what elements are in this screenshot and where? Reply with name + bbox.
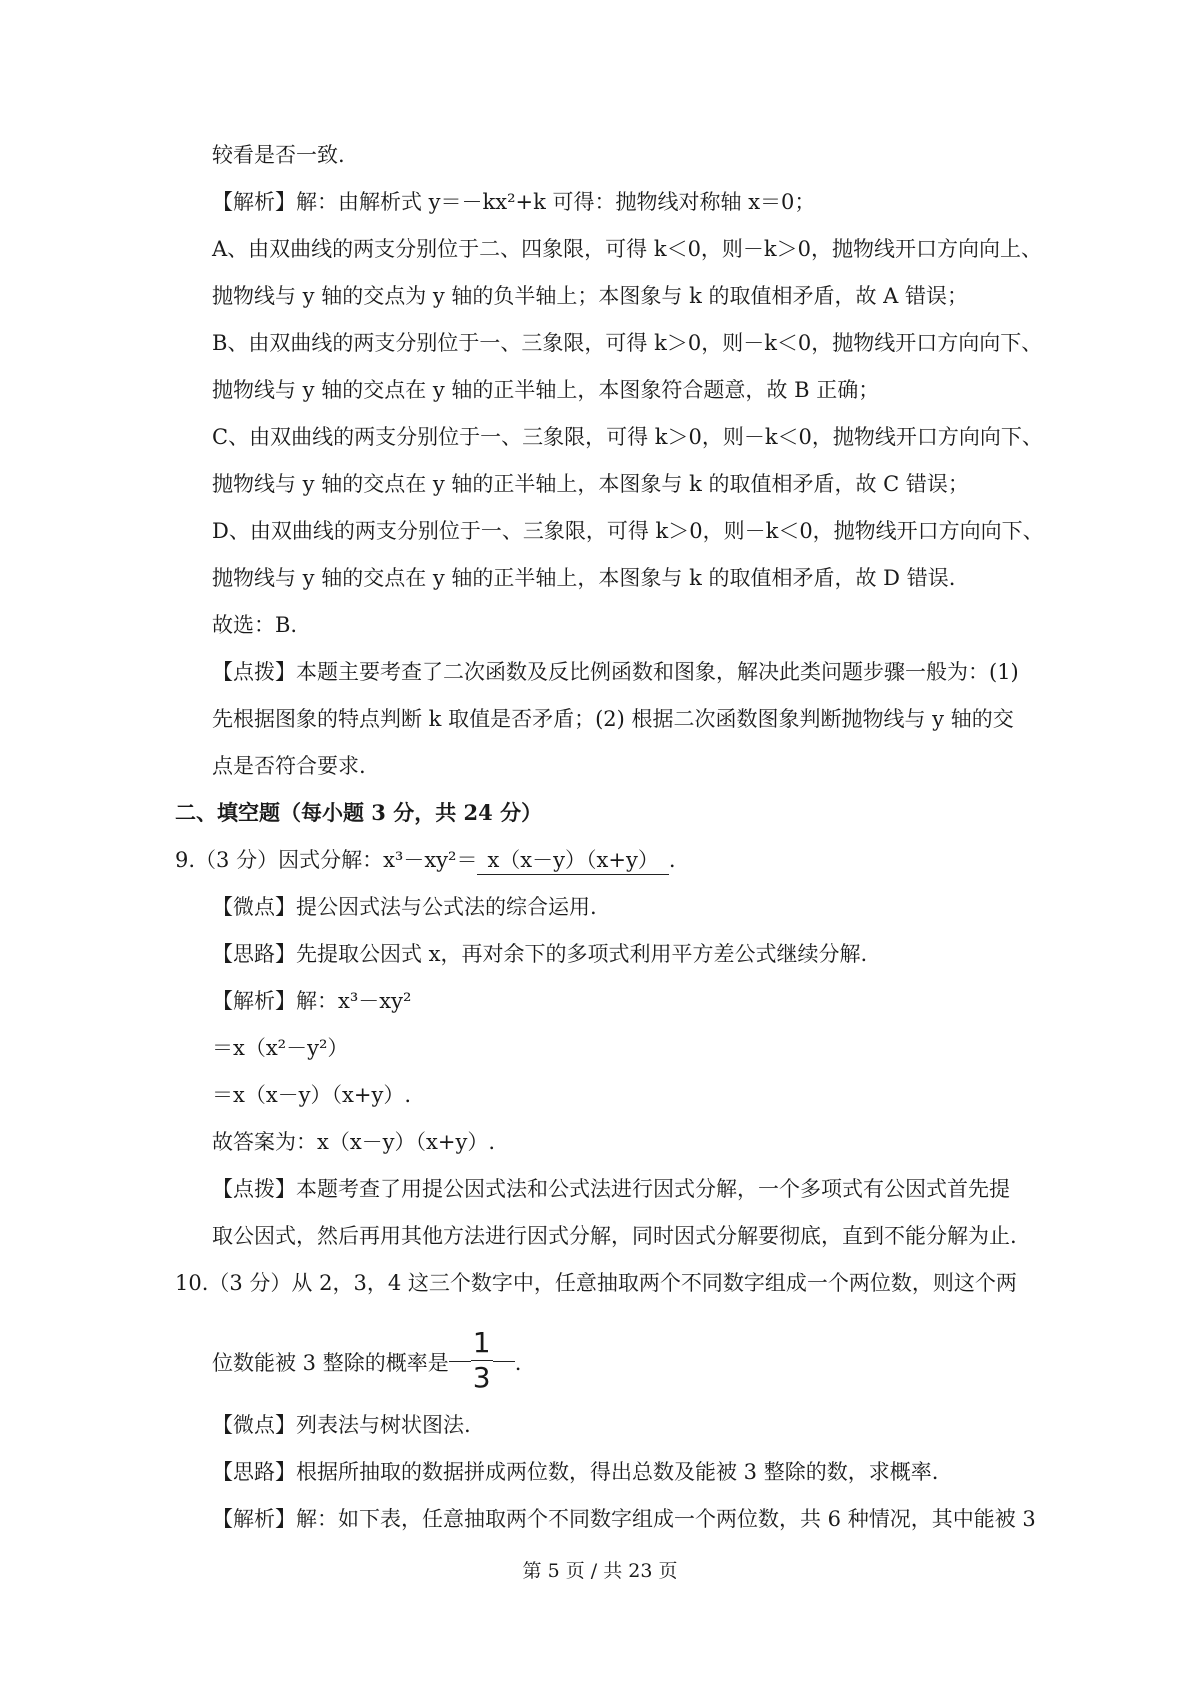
text-line: 【思路】根据所抽取的数据拼成两位数，得出总数及能被 3 整除的数，求概率. xyxy=(212,1460,939,1484)
text-line: 【解析】解：由解析式 y＝－kx²+k 可得：抛物线对称轴 x＝0； xyxy=(212,190,816,214)
text-line: D、由双曲线的两支分别位于一、三象限，可得 k＞0，则－k＜0，抛物线开口方向向下、 xyxy=(212,519,1044,543)
question-10-end: . xyxy=(514,1351,522,1375)
answer-fraction xyxy=(471,1326,493,1395)
text-line: ＝x（x－y）（x+y）. xyxy=(212,1083,412,1107)
text-line: 【微点】提公因式法与公式法的综合运用. xyxy=(212,895,597,919)
text-line: 抛物线与 y 轴的交点在 y 轴的正半轴上，本图象符合题意，故 B 正确； xyxy=(212,378,880,402)
section-heading: 二、填空题（每小题 3 分，共 24 分） xyxy=(175,800,543,825)
text-line: 故选：B. xyxy=(212,613,298,637)
text-line: 故答案为：x（x－y）（x+y）. xyxy=(212,1130,496,1154)
text-line: B、由双曲线的两支分别位于一、三象限，可得 k＞0，则－k＜0，抛物线开口方向向下、 xyxy=(212,331,1043,355)
text-line: ＝x（x²－y²） xyxy=(212,1036,349,1060)
fraction-numerator: 1 xyxy=(472,1326,491,1359)
text-line: 【解析】解：如下表，任意抽取两个不同数字组成一个两位数，共 6 种情况，其中能被 3 xyxy=(212,1507,1036,1531)
text-line: 取公因式，然后再用其他方法进行因式分解，同时因式分解要彻底，直到不能分解为止. xyxy=(212,1224,1017,1248)
text-line: 【点拨】本题主要考查了二次函数及反比例函数和图象，解决此类问题步骤一般为：(1) xyxy=(212,660,1019,684)
question-10-stem: 10.（3 分）从 2，3，4 这三个数字中，任意抽取两个不同数字组成一个两位数，则这个两 xyxy=(175,1271,1017,1295)
question-9-stem: 9.（3 分）因式分解：x³－xy²＝ xyxy=(175,848,478,872)
answer-underline xyxy=(493,1361,515,1362)
text-line: 较看是否一致. xyxy=(212,143,345,167)
fraction-denominator: 3 xyxy=(472,1361,491,1394)
text-line: 【思路】先提取公因式 x，再对余下的多项式利用平方差公式继续分解. xyxy=(212,942,868,966)
text-line: 抛物线与 y 轴的交点在 y 轴的正半轴上，本图象与 k 的取值相矛盾，故 D 错误. xyxy=(212,566,956,590)
text-line: 点是否符合要求. xyxy=(212,754,366,778)
text-line: A、由双曲线的两支分别位于二、四象限，可得 k＜0，则－k＞0，抛物线开口方向向上、 xyxy=(212,237,1043,261)
text-line: 抛物线与 y 轴的交点在 y 轴的正半轴上，本图象与 k 的取值相矛盾，故 C 错误； xyxy=(212,472,969,496)
answer-underline xyxy=(449,1361,471,1362)
text-line: 先根据图象的特点判断 k 取值是否矛盾；(2) 根据二次函数图象判断抛物线与 y 轴的交 xyxy=(212,707,1014,731)
question-10-answer-line xyxy=(212,1326,522,1399)
text-line: 【微点】列表法与树状图法. xyxy=(212,1413,471,1437)
text-line: C、由双曲线的两支分别位于一、三象限，可得 k＞0，则－k＜0，抛物线开口方向向下、 xyxy=(212,425,1043,449)
text-line: 抛物线与 y 轴的交点为 y 轴的负半轴上；本图象与 k 的取值相矛盾，故 A 错误； xyxy=(212,284,969,308)
question-9 xyxy=(175,845,676,875)
text-line: 【解析】解：x³－xy² xyxy=(212,989,412,1013)
text-line: 【点拨】本题考查了用提公因式法和公式法进行因式分解，一个多项式有公因式首先提 xyxy=(212,1177,1010,1201)
question-9-answer: x（x－y）（x+y） xyxy=(477,846,668,875)
question-10-stem-cont: 位数能被 3 整除的概率是 xyxy=(212,1351,449,1375)
page-footer: 第 5 页 / 共 23 页 xyxy=(522,1560,678,1582)
question-9-end: . xyxy=(668,848,676,872)
